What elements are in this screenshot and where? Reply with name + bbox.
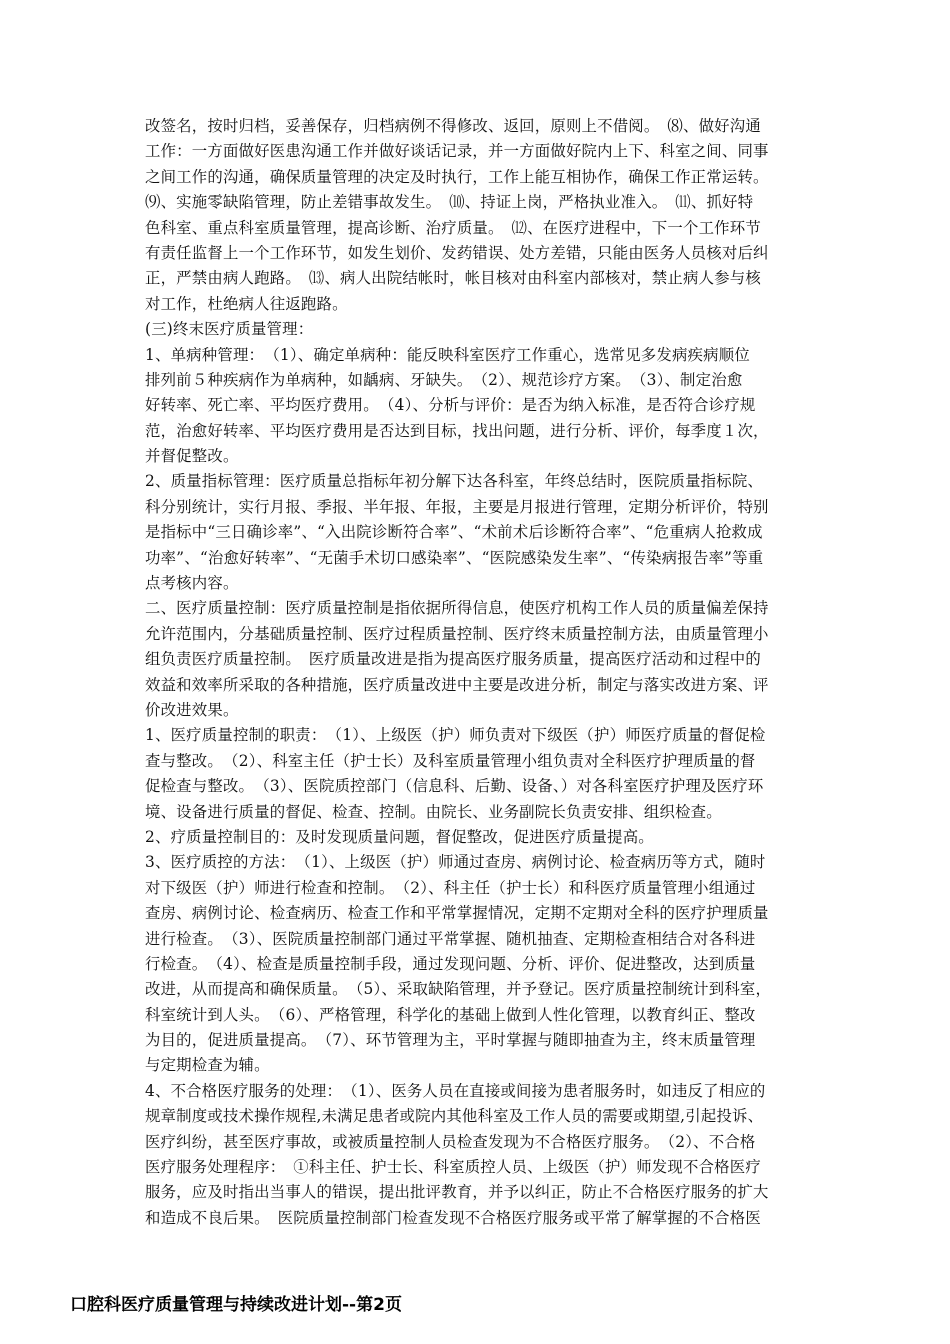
text-line: (三)终末医疗质量管理： (145, 320, 314, 339)
page-footer: 口腔科医疗质量管理与持续改进计划--第2页 (70, 1295, 402, 1315)
text-line: 点考核内容。 (145, 574, 239, 593)
text-line: 4、不合格医疗服务的处理： （1）、医务人员在直接或间接为患者服务时，如违反了相应的 (145, 1081, 766, 1100)
text-line: 3、医疗质控的方法： （1）、上级医（护）师通过查房、病例讨论、检查病历等方式，随时 (145, 853, 766, 872)
text-line: 正，严禁由病人跑路。 ⒀、病人出院结帐时，帐目核对由科室内部核对，禁止病人参与核 (145, 269, 761, 288)
text-line: 工作：一方面做好医患沟通工作并做好谈话记录，并一方面做好院内上下、科室之间、同事 (145, 142, 769, 161)
text-line: 并督促整改。 (145, 447, 239, 466)
text-line: 2、质量指标管理：医疗质量总指标年初分解下达各科室，年终总结时，医院质量指标院、 (145, 472, 764, 491)
text-line: 1、医疗质量控制的职责： （1）、上级医（护）师负责对下级医（护）师医疗质量的督促检 (145, 726, 766, 745)
text-line: 是指标中“三日确诊率”、“入出院诊断符合率”、“术前术后诊断符合率”、“危重病人抢救成 (145, 523, 763, 542)
text-line: 范，治愈好转率、平均医疗费用是否达到目标，找出问题，进行分析、评价，每季度１次， (145, 421, 769, 440)
text-line: 对工作，杜绝病人往返跑路。 (145, 294, 348, 313)
text-line: 效益和效率所采取的各种措施，医疗质量改进中主要是改进分析，制定与落实改进方案、评 (145, 675, 769, 694)
text-line: 价改进效果。 (145, 700, 239, 719)
text-line: 与定期检查为辅。 (145, 1056, 270, 1075)
text-line: 促检查与整改。 （3）、医院质控部门（信息科、后勤、设备、）对各科室医疗护理及医疗环 (145, 777, 764, 796)
text-line: 医疗服务处理程序： ①科主任、护士长、科室质控人员、上级医（护）师发现不合格医疗 (145, 1158, 761, 1177)
text-line: 行检查。 （4）、检查是质量控制手段，通过发现问题、分析、评价、促进整改，达到质量 (145, 954, 756, 973)
text-line: 科分别统计，实行月报、季报、半年报、年报，主要是月报进行管理，定期分析评价，特别 (145, 497, 769, 516)
text-line: 为目的，促进质量提高。 （7）、环节管理为主，平时掌握与随即抽查为主，终末质量管理 (145, 1031, 756, 1050)
text-line: 医疗纠纷，甚至医疗事故，或被质量控制人员检查发现为不合格医疗服务。 （2）、不合格 (145, 1132, 756, 1151)
text-line: 境、设备进行质量的督促、检查、控制。由院长、业务副院长负责安排、组织检查。 (145, 802, 722, 821)
text-line: 改进，从而提高和确保质量。 （5）、采取缺陷管理，并予登记。医疗质量控制统计到科室， (145, 980, 772, 999)
text-line: 查与整改。 （2）、科室主任（护士长）及科室质量管理小组负责对全科医疗护理质量的督 (145, 751, 756, 770)
text-line: 色科室、重点科室质量管理，提高诊断、治疗质量。 ⑿、在医疗进程中，下一个工作环节 (145, 218, 761, 237)
text-line: 查房、病例讨论、检查病历、检查工作和平常掌握情况，定期不定期对全科的医疗护理质量 (145, 904, 769, 923)
text-line: 对下级医（护）师进行检查和控制。 （2）、科主任（护士长）和科医疗质量管理小组通过 (145, 878, 756, 897)
document-body (145, 114, 809, 1231)
text-line: 科室统计到人头。 （6）、严格管理，科学化的基础上做到人性化管理，以教育纠正、整改 (145, 1005, 756, 1024)
text-line: 和造成不良后果。 医院质量控制部门检查发现不合格医疗服务或平常了解掌握的不合格医 (145, 1208, 761, 1227)
text-line: 组负责医疗质量控制。 医疗质量改进是指为提高医疗服务质量，提高医疗活动和过程中的 (145, 650, 761, 669)
text-line: 1、单病种管理： （1）、确定单病种：能反映科室医疗工作重心，选常见多发病疾病顺位 (145, 345, 750, 364)
text-line: 2、疗质量控制目的：及时发现质量问题，督促整改，促进医疗质量提高。 (145, 827, 654, 846)
text-line: 规章制度或技术操作规程,未满足患者或院内其他科室及工作人员的需要或期望,引起投诉、 (145, 1107, 764, 1126)
text-line: 之间工作的沟通，确保质量管理的决定及时执行，工作上能互相协作，确保工作正常运转。 (145, 167, 769, 186)
text-line: 二、医疗质量控制：医疗质量控制是指依据所得信息，使医疗机构工作人员的质量偏差保持 (145, 599, 769, 618)
text-line: 排列前５种疾病作为单病种，如龋病、牙缺失。 （2）、规范诊疗方案。 （3）、制定治愈 (145, 370, 743, 389)
text-line: 允许范围内，分基础质量控制、医疗过程质量控制、医疗终末质量控制方法，由质量管理小 (145, 624, 769, 643)
text-line: 有责任监督上一个工作环节，如发生划价、发药错误、处方差错，只能由医务人员核对后纠 (145, 243, 769, 262)
text-line: 服务，应及时指出当事人的错误，提出批评教育，并予以纠正，防止不合格医疗服务的扩大 (145, 1183, 769, 1202)
text-line: 改签名，按时归档，妥善保存，归档病例不得修改、返回，原则上不借阅。 ⑻、做好沟通 (145, 117, 761, 135)
text-line: 进行检查。 （3）、医院质量控制部门通过平常掌握、随机抽查、定期检查相结合对各科进 (145, 929, 756, 948)
text-line: 好转率、死亡率、平均医疗费用。 （4）、分析与评价：是否为纳入标准，是否符合诊疗规 (145, 396, 756, 415)
text-line: 功率”、“治愈好转率”、“无菌手术切口感染率”、“医院感染发生率”、“传染病报告率”等重 (145, 548, 764, 567)
text-line: ⑼、实施零缺陷管理，防止差错事故发生。 ⑽、持证上岗，严格执业准入。 ⑾、抓好特 (145, 193, 754, 212)
